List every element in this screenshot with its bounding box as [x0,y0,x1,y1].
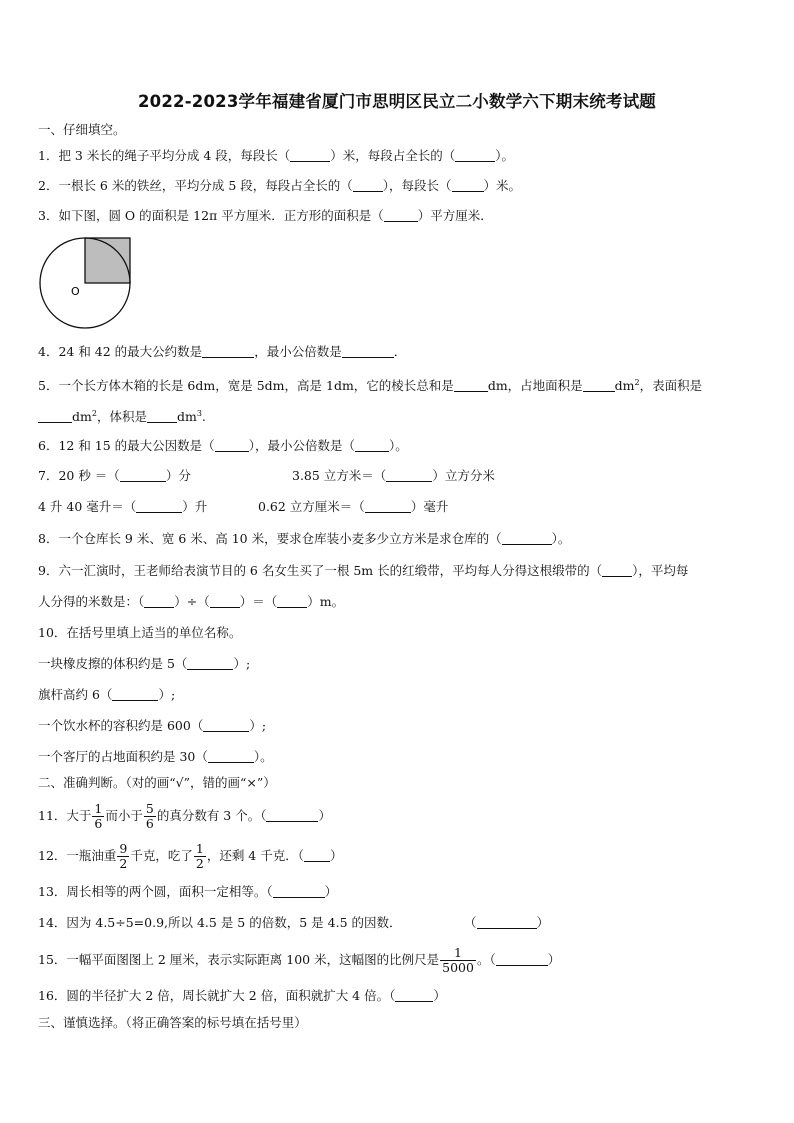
answer-blank[interactable] [208,750,254,763]
answer-blank[interactable] [342,345,394,358]
circle-square-figure [38,236,138,336]
answer-blank[interactable] [583,379,615,392]
answer-blank[interactable] [112,688,158,701]
square-shape [85,238,130,283]
question-6: 6．12 和 15 的最大公因数是（ ），最小公倍数是（ ）。 [38,438,408,453]
answer-blank[interactable] [147,410,177,423]
answer-blank[interactable] [355,439,389,452]
answer-blank[interactable] [477,916,537,929]
answer-blank[interactable] [203,719,249,732]
answer-blank[interactable] [266,809,318,822]
question-7-row2: 4 升 40 毫升＝（ ）升 [38,499,208,514]
question-10-item: 一个客厅的占地面积约是 30（ ）。 [38,749,273,764]
question-11: 11．大于 $\frac{1}{6}$ 而小于 $\frac{5}{6}$ 的真分数有 3 个。（ ） [38,801,331,831]
center-label-o: O [71,285,80,298]
question-7-row2-right: 0.62 立方厘米＝（ ）毫升 [258,499,449,514]
fraction: $\frac{1}{6}$ [94,801,103,831]
question-14: 14．因为 4.5÷5=0.9,所以 4.5 是 5 的倍数，5 是 4.5 的因数． [38,915,402,930]
answer-blank[interactable] [290,149,330,162]
question-9: 9．六一汇演时，王老师给表演节目的 6 名女生买了一根 5m 长的红缎带，平均每人分得这根缎带的（ ），平均每 [38,563,689,578]
answer-blank[interactable] [386,469,432,482]
answer-blank[interactable] [455,149,495,162]
question-10-item: 一个饮水杯的容积约是 600（ ）; [38,718,267,733]
question-10: 10．在括号里填上适当的单位名称。 [38,625,242,640]
answer-blank[interactable] [353,179,383,192]
answer-blank[interactable] [38,410,72,423]
page-title: 2022-2023学年福建省厦门市思明区民立二小数学六下期末统考试题 [138,92,656,111]
question-1: 1．把 3 米长的绳子平均分成 4 段，每段长（ ）米，每段占全长的（ ）。 [38,148,515,163]
fraction: $\frac{9}{2}$ [119,841,128,871]
answer-blank[interactable] [365,500,411,513]
section-heading: 一、仔细填空。 [38,122,126,137]
answer-blank[interactable] [136,500,182,513]
answer-blank[interactable] [304,849,330,862]
answer-blank[interactable] [120,469,166,482]
answer-blank[interactable] [602,564,632,577]
question-8: 8．一个仓库长 9 米、宽 6 米、高 10 米，要求仓库装小麦多少立方米是求仓库的（ ）。 [38,531,571,546]
answer-blank[interactable] [277,595,307,608]
question-10-item: 一块橡皮擦的体积约是 5（ ）; [38,656,251,671]
question-12: 12．一瓶油重 $\frac{9}{2}$ 千克，吃了 $\frac{1}{2}$ ，还剩 4 千克．（ ） [38,841,343,871]
fraction: $\frac{5}{6}$ [145,801,154,831]
answer-blank[interactable] [502,532,552,545]
answer-blank[interactable] [454,379,488,392]
section-heading: 三、谨慎选择。（将正确答案的标号填在括号里） [38,1015,307,1030]
question-7-row1: 7．20 秒 ＝（ ）分 [38,468,191,483]
question-14-answer: （ ） [464,915,550,930]
question-3: 3．如下图，圆 O 的面积是 12π 平方厘米．正方形的面积是（ ）平方厘米． [38,208,493,223]
question-13: 13．周长相等的两个圆，面积一定相等。（ ） [38,884,338,899]
fraction: $\frac{1}{5000}$ [442,945,474,975]
question-7-row1-right: 3.85 立方米＝（ ）立方分米 [292,468,495,483]
answer-blank[interactable] [144,595,174,608]
question-4: 4．24 和 42 的最大公约数是 ，最小公倍数是 ． [38,344,407,359]
question-2: 2．一根长 6 米的铁丝，平均分成 5 段，每段占全长的（ ），每段长（ ）米。 [38,178,522,193]
answer-blank[interactable] [210,595,240,608]
answer-blank[interactable] [215,439,249,452]
answer-blank[interactable] [496,953,548,966]
fraction: $\frac{1}{2}$ [195,841,204,871]
answer-blank[interactable] [273,885,325,898]
answer-blank[interactable] [187,657,233,670]
answer-blank[interactable] [452,179,484,192]
answer-blank[interactable] [395,989,433,1002]
question-16: 16．圆的半径扩大 2 倍，周长就扩大 2 倍，面积就扩大 4 倍。（ ） [38,988,446,1003]
question-15: 15．一幅平面图图上 2 厘米，表示实际距离 100 米，这幅图的比例尺是 $\frac{1}{5000}$ 。（ ） [38,945,561,975]
question-9-cont: 人分得的米数是：（ ）÷（ ）＝（ ）m。 [38,594,345,609]
answer-blank[interactable] [202,345,254,358]
question-10-item: 旗杆高约 6（ ）; [38,687,176,702]
answer-blank[interactable] [384,209,418,222]
question-5: 5．一个长方体木箱的长是 6dm，宽是 5dm，高是 1dm，它的棱长总和是 dm，占地面积是 $dm^2$，表面积是 [38,378,703,394]
question-5-cont: $dm^2$，体积是 $dm^3$. [38,406,206,425]
section-heading: 二、准确判断。（对的画“√”，错的画“×”） [38,775,276,790]
